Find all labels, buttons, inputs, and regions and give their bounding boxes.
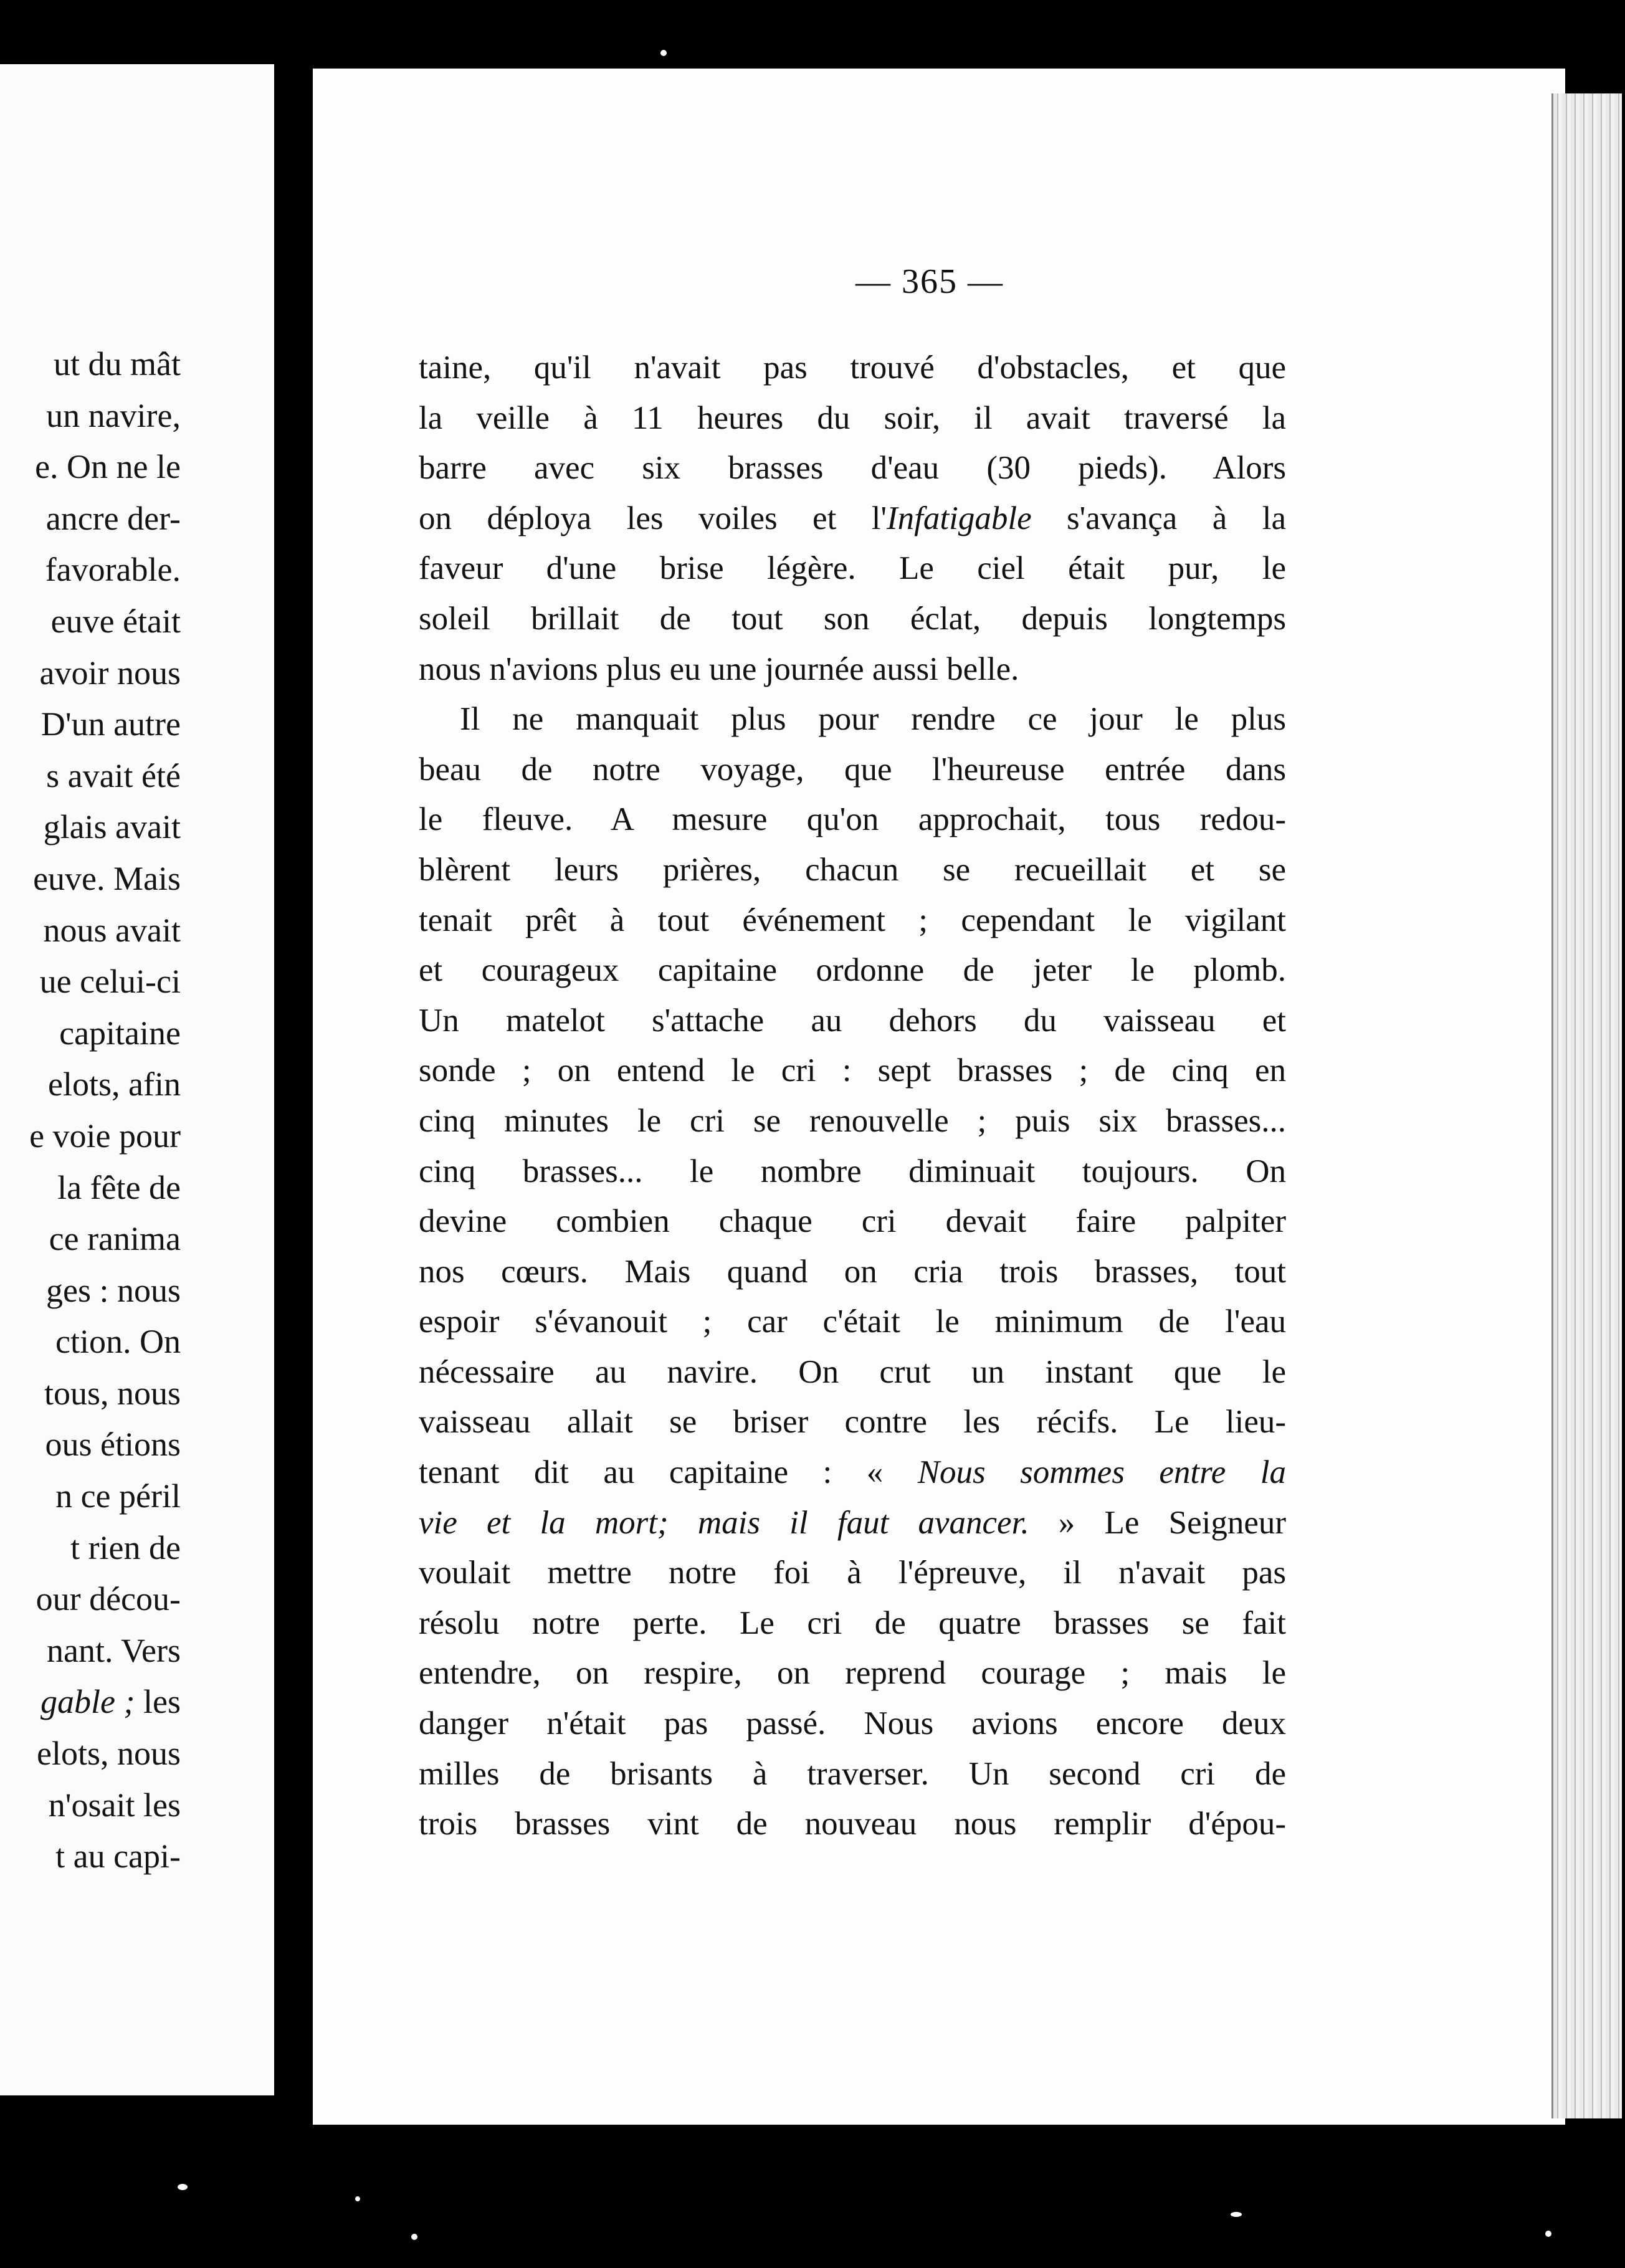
text-line: soleil brillait de tout son éclat, depuis longtemps bbox=[419, 600, 1286, 637]
left-line: avoir nous bbox=[39, 654, 181, 692]
left-line: ges : nous bbox=[46, 1271, 181, 1309]
left-page-text bbox=[0, 338, 181, 1882]
scan-speck bbox=[1231, 2212, 1242, 2217]
left-line: n'osait les bbox=[48, 1786, 181, 1824]
text-segment: tenant dit au capitaine : « bbox=[419, 1454, 918, 1491]
text-line: espoir s'évanouit ; car c'était le minimum de l'eau bbox=[419, 1303, 1286, 1340]
right-page bbox=[313, 69, 1565, 2125]
text-line: nécessaire au navire. On crut un instant que le bbox=[419, 1353, 1286, 1390]
text-line: entendre, on respire, on reprend courage ; mais le bbox=[419, 1655, 1286, 1692]
left-line: ous étions bbox=[45, 1426, 181, 1464]
left-line: nant. Vers bbox=[47, 1631, 181, 1669]
text-line: taine, qu'il n'avait pas trouvé d'obstacles, et que bbox=[419, 350, 1286, 386]
left-line: ut du mât bbox=[54, 345, 181, 383]
left-line: euve était bbox=[50, 602, 181, 640]
text-line: danger n'était pas passé. Nous avions encore deux bbox=[419, 1705, 1286, 1742]
left-line: glais avait bbox=[43, 808, 181, 846]
left-line bbox=[0, 1676, 181, 1728]
left-line: e. On ne le bbox=[35, 448, 181, 486]
left-line: n ce péril bbox=[55, 1477, 181, 1515]
scan-speck bbox=[355, 2196, 360, 2201]
text-line: sonde ; on entend le cri : sept brasses ; de cinq en bbox=[419, 1052, 1286, 1089]
text-line: vaisseau allait se briser contre les récifs. Le lieu- bbox=[419, 1404, 1286, 1441]
left-line: euve. Mais bbox=[33, 859, 181, 897]
text-line: faveur d'une brise légère. Le ciel était pur, le bbox=[419, 550, 1286, 587]
page-edges bbox=[1551, 93, 1622, 2118]
scan-speck bbox=[1545, 2231, 1551, 2237]
left-line: ancre der- bbox=[45, 499, 181, 537]
text-segment: » Le Seigneur bbox=[1029, 1504, 1286, 1541]
text-line bbox=[419, 1447, 1286, 1498]
scan-speck bbox=[660, 50, 667, 56]
text-line: milles de brisants à traverser. Un second cri de bbox=[419, 1755, 1286, 1792]
page-body-text bbox=[419, 343, 1286, 1849]
left-line: s avait été bbox=[46, 756, 181, 794]
text-line: Il ne manquait plus pour rendre ce jour le plus bbox=[460, 701, 1286, 738]
left-line: ue celui-ci bbox=[39, 963, 181, 1001]
left-line-rest: les bbox=[135, 1683, 181, 1721]
left-line: elots, afin bbox=[48, 1065, 181, 1103]
text-line: devine combien chaque cri devait faire palpiter bbox=[419, 1203, 1286, 1240]
text-line: le fleuve. A mesure qu'on approchait, tous redou- bbox=[419, 801, 1286, 838]
text-line: nos cœurs. Mais quand on cria trois brasses, tout bbox=[419, 1253, 1286, 1290]
left-line: t rien de bbox=[70, 1528, 181, 1566]
text-line bbox=[419, 493, 1286, 544]
left-line: our décou- bbox=[36, 1580, 181, 1618]
text-line: résolu notre perte. Le cri de quatre brasses se fait bbox=[419, 1604, 1286, 1641]
text-line: tenait prêt à tout événement ; cependant le vigilant bbox=[419, 902, 1286, 938]
left-line: la fête de bbox=[57, 1168, 181, 1206]
quote-italic: vie et la mort; mais il faut avancer. bbox=[419, 1504, 1029, 1541]
left-line: un navire, bbox=[46, 396, 181, 434]
left-line-italic: gable ; bbox=[41, 1683, 135, 1721]
left-line: ce ranima bbox=[49, 1220, 181, 1258]
text-line bbox=[419, 1498, 1286, 1548]
left-line: capitaine bbox=[59, 1014, 181, 1052]
ship-name-italic: Infatigable bbox=[887, 500, 1032, 536]
text-line: la veille à 11 heures du soir, il avait traversé la bbox=[419, 399, 1286, 436]
text-line: cinq brasses... le nombre diminuait toujours. On bbox=[419, 1153, 1286, 1189]
left-line: t au capi- bbox=[55, 1837, 181, 1875]
quote-italic: Nous sommes entre la bbox=[917, 1454, 1286, 1491]
text-line: beau de notre voyage, que l'heureuse entrée dans bbox=[419, 751, 1286, 788]
left-line: elots, nous bbox=[36, 1735, 181, 1773]
left-line: nous avait bbox=[43, 911, 181, 949]
text-line: barre avec six brasses d'eau (30 pieds). Alors bbox=[419, 450, 1286, 487]
text-line: Un matelot s'attache au dehors du vaisseau et bbox=[419, 1002, 1286, 1039]
left-line: favorable. bbox=[45, 551, 181, 589]
left-line: e voie pour bbox=[29, 1117, 181, 1155]
scan-speck bbox=[411, 2234, 417, 2240]
page-number: — 365 — bbox=[855, 262, 1004, 301]
scan-speck bbox=[178, 2184, 188, 2190]
left-facing-page bbox=[0, 64, 274, 2095]
text-line: et courageux capitaine ordonne de jeter le plomb. bbox=[419, 952, 1286, 989]
text-line: blèrent leurs prières, chacun se recueillait et se bbox=[419, 851, 1286, 888]
text-line: cinq minutes le cri se renouvelle ; puis six brasses... bbox=[419, 1102, 1286, 1139]
book-gutter bbox=[274, 62, 313, 2131]
left-line: tous, nous bbox=[44, 1374, 181, 1412]
left-line: ction. On bbox=[55, 1323, 181, 1361]
text-segment: s'avança à la bbox=[1031, 500, 1286, 536]
text-line: voulait mettre notre foi à l'épreuve, il n'avait pas bbox=[419, 1555, 1286, 1591]
text-segment: on déploya les voiles et l' bbox=[419, 500, 887, 536]
left-line: D'un autre bbox=[41, 705, 181, 743]
text-line: nous n'avions plus eu une journée aussi belle. bbox=[419, 650, 1019, 687]
text-line: trois brasses vint de nouveau nous remplir d'épou- bbox=[419, 1806, 1286, 1842]
